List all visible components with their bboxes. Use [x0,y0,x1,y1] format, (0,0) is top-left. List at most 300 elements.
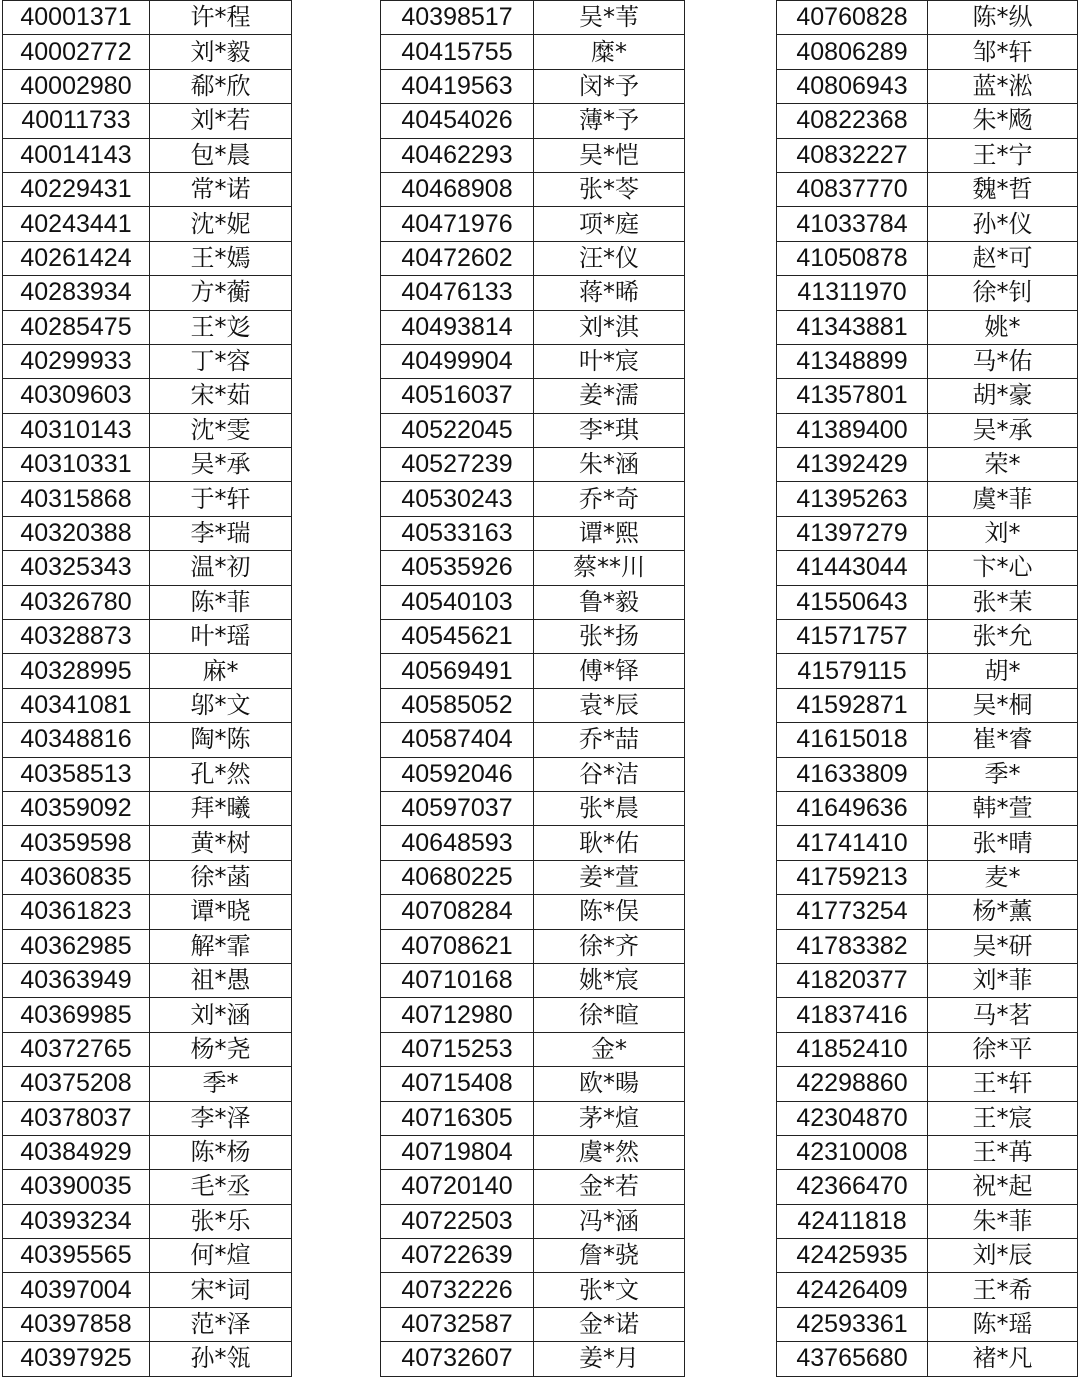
student-id-cell: 40299933 [3,344,150,378]
student-name-cell: 陈*俣 [534,895,685,929]
table-row [381,963,685,997]
table-row [777,1307,1078,1341]
student-id-cell: 40712980 [381,998,534,1032]
student-id-cell: 41592871 [777,688,928,722]
student-id-cell: 42310008 [777,1135,928,1169]
table-row [3,516,292,550]
student-id-cell: 40592046 [381,757,534,791]
roster-table-body [777,1,1078,1377]
table-row [3,1239,292,1273]
student-name-cell: 金*诺 [534,1307,685,1341]
student-id-cell: 40722503 [381,1204,534,1238]
student-id-cell: 40361823 [3,895,150,929]
student-name-cell: 拜*曦 [150,791,292,825]
student-name-cell: 金*若 [534,1170,685,1204]
student-name-cell: 姚*宸 [534,963,685,997]
table-row [777,860,1078,894]
table-row [381,585,685,619]
student-id-cell: 41615018 [777,723,928,757]
student-name-cell: 胡*豪 [928,379,1078,413]
student-id-cell: 40499904 [381,344,534,378]
student-id-cell: 40419563 [381,69,534,103]
table-row [777,104,1078,138]
student-name-cell: 张*允 [928,620,1078,654]
table-row [3,1,292,35]
student-id-cell: 40328873 [3,620,150,654]
table-row [777,344,1078,378]
table-row [3,1204,292,1238]
student-id-cell: 41343881 [777,310,928,344]
table-row [3,69,292,103]
table-row [381,1135,685,1169]
table-row [381,620,685,654]
student-id-cell: 40002772 [3,35,150,69]
student-id-cell: 40014143 [3,138,150,172]
student-name-cell: 季* [928,757,1078,791]
student-id-cell: 40527239 [381,448,534,482]
student-name-cell: 张*晴 [928,826,1078,860]
table-row [3,276,292,310]
table-row [381,860,685,894]
student-name-cell: 张*茉 [928,585,1078,619]
table-row [3,654,292,688]
student-id-cell: 40732587 [381,1307,534,1341]
table-row [3,826,292,860]
table-row [3,791,292,825]
table-row [777,448,1078,482]
table-row [777,1342,1078,1376]
student-name-cell: 马*佑 [928,344,1078,378]
student-id-cell: 41649636 [777,791,928,825]
student-name-cell: 邬*文 [150,688,292,722]
student-id-cell: 40493814 [381,310,534,344]
student-id-cell: 40708621 [381,929,534,963]
student-id-cell: 40309603 [3,379,150,413]
table-row [777,620,1078,654]
table-row [3,757,292,791]
student-name-cell: 孙*瓴 [150,1342,292,1376]
student-id-cell: 40326780 [3,585,150,619]
student-name-cell: 谷*洁 [534,757,685,791]
table-row [777,998,1078,1032]
student-id-cell: 40533163 [381,516,534,550]
table-row [777,1101,1078,1135]
table-row [381,482,685,516]
student-id-cell: 40472602 [381,241,534,275]
table-row [777,1239,1078,1273]
table-row [381,1032,685,1066]
table-row [381,1239,685,1273]
table-row [381,929,685,963]
table-row [777,172,1078,206]
table-row [3,1342,292,1376]
student-id-cell: 40229431 [3,172,150,206]
table-row [3,1032,292,1066]
student-id-cell: 40328995 [3,654,150,688]
student-id-cell: 40348816 [3,723,150,757]
student-name-cell: 赵*可 [928,241,1078,275]
roster-table-body [381,1,685,1377]
student-name-cell: 虞*菲 [928,482,1078,516]
student-name-cell: 包*晨 [150,138,292,172]
table-row [3,482,292,516]
student-id-cell: 40732607 [381,1342,534,1376]
student-id-cell: 40283934 [3,276,150,310]
table-row [3,207,292,241]
table-row [381,791,685,825]
table-row [381,104,685,138]
student-id-cell: 40310143 [3,413,150,447]
table-row [381,654,685,688]
table-row [777,1067,1078,1101]
student-name-cell: 薄*予 [534,104,685,138]
student-name-cell: 陈*菲 [150,585,292,619]
student-name-cell: 蓝*淞 [928,69,1078,103]
student-id-cell: 40806943 [777,69,928,103]
student-name-cell: 王*宁 [928,138,1078,172]
student-name-cell: 姜*萱 [534,860,685,894]
table-row [381,310,685,344]
student-name-cell: 张*扬 [534,620,685,654]
table-row [381,1307,685,1341]
student-name-cell: 蔡**川 [534,551,685,585]
student-name-cell: 吴*桐 [928,688,1078,722]
table-row [777,35,1078,69]
student-id-cell: 40315868 [3,482,150,516]
student-id-cell: 40393234 [3,1204,150,1238]
student-name-cell: 邹*轩 [928,35,1078,69]
student-id-cell: 40398517 [381,1,534,35]
student-name-cell: 刘*菲 [928,963,1078,997]
student-name-cell: 李*瑞 [150,516,292,550]
student-name-cell: 于*轩 [150,482,292,516]
student-id-cell: 41395263 [777,482,928,516]
student-id-cell: 40719804 [381,1135,534,1169]
student-id-cell: 40359092 [3,791,150,825]
student-name-cell: 麦* [928,860,1078,894]
student-id-cell: 40710168 [381,963,534,997]
table-row [381,1067,685,1101]
student-id-cell: 40648593 [381,826,534,860]
student-name-cell: 吴*承 [150,448,292,482]
table-row [777,482,1078,516]
table-row [3,860,292,894]
student-id-cell: 41389400 [777,413,928,447]
student-id-cell: 41033784 [777,207,928,241]
student-id-cell: 41348899 [777,344,928,378]
student-id-cell: 40359598 [3,826,150,860]
student-name-cell: 吴*研 [928,929,1078,963]
roster-table-1 [2,0,292,1377]
table-row [3,310,292,344]
student-name-cell: 祝*起 [928,1170,1078,1204]
student-name-cell: 孔*然 [150,757,292,791]
student-id-cell: 40476133 [381,276,534,310]
student-name-cell: 常*诺 [150,172,292,206]
table-row [3,344,292,378]
student-name-cell: 方*蘅 [150,276,292,310]
student-id-cell: 41357801 [777,379,928,413]
student-name-cell: 欧*暘 [534,1067,685,1101]
student-name-cell: 魏*哲 [928,172,1078,206]
table-row [3,104,292,138]
student-name-cell: 张*晨 [534,791,685,825]
student-name-cell: 刘*若 [150,104,292,138]
table-row [3,963,292,997]
student-id-cell: 42411818 [777,1204,928,1238]
student-id-cell: 41741410 [777,826,928,860]
student-id-cell: 41550643 [777,585,928,619]
student-name-cell: 金* [534,1032,685,1066]
student-id-cell: 40597037 [381,791,534,825]
table-row [381,723,685,757]
student-id-cell: 42426409 [777,1273,928,1307]
student-name-cell: 范*泽 [150,1307,292,1341]
student-name-cell: 毛*丞 [150,1170,292,1204]
student-name-cell: 乔*奇 [534,482,685,516]
student-name-cell: 褚*凡 [928,1342,1078,1376]
table-row [3,998,292,1032]
student-name-cell: 糜* [534,35,685,69]
table-row [777,1273,1078,1307]
table-row [777,207,1078,241]
table-row [381,172,685,206]
student-id-cell: 42366470 [777,1170,928,1204]
table-row [777,929,1078,963]
student-name-cell: 谭*晓 [150,895,292,929]
student-name-cell: 孙*仪 [928,207,1078,241]
student-name-cell: 沈*妮 [150,207,292,241]
student-id-cell: 41773254 [777,895,928,929]
table-row [381,138,685,172]
student-id-cell: 40680225 [381,860,534,894]
student-id-cell: 40285475 [3,310,150,344]
student-name-cell: 黄*树 [150,826,292,860]
student-name-cell: 韩*萱 [928,791,1078,825]
student-id-cell: 40397004 [3,1273,150,1307]
student-id-cell: 40806289 [777,35,928,69]
table-row [381,1170,685,1204]
student-name-cell: 王*彣 [150,310,292,344]
student-name-cell: 卞*心 [928,551,1078,585]
student-name-cell: 宋*茹 [150,379,292,413]
student-name-cell: 姜*月 [534,1342,685,1376]
table-row [777,1204,1078,1238]
table-row [3,895,292,929]
student-id-cell: 40360835 [3,860,150,894]
student-id-cell: 40716305 [381,1101,534,1135]
table-row [3,241,292,275]
student-name-cell: 朱*菲 [928,1204,1078,1238]
student-id-cell: 40375208 [3,1067,150,1101]
student-name-cell: 姚* [928,310,1078,344]
table-row [777,826,1078,860]
table-row [381,35,685,69]
table-row [777,1135,1078,1169]
student-name-cell: 徐*钊 [928,276,1078,310]
student-name-cell: 吴*承 [928,413,1078,447]
table-row [777,310,1078,344]
student-name-cell: 崔*睿 [928,723,1078,757]
student-name-cell: 张*乐 [150,1204,292,1238]
student-id-cell: 40243441 [3,207,150,241]
table-row [3,1170,292,1204]
table-row [777,1032,1078,1066]
student-name-cell: 刘*毅 [150,35,292,69]
student-name-cell: 何*煊 [150,1239,292,1273]
student-name-cell: 张*苓 [534,172,685,206]
table-row [381,69,685,103]
student-id-cell: 40395565 [3,1239,150,1273]
table-row [777,688,1078,722]
table-row [381,826,685,860]
table-row [381,241,685,275]
student-id-cell: 41633809 [777,757,928,791]
table-row [381,344,685,378]
student-name-cell: 刘* [928,516,1078,550]
table-row [3,1307,292,1341]
student-id-cell: 40390035 [3,1170,150,1204]
student-id-cell: 40468908 [381,172,534,206]
student-id-cell: 40722639 [381,1239,534,1273]
roster-table-body [3,1,292,1377]
student-name-cell: 荣* [928,448,1078,482]
table-row [3,35,292,69]
student-name-cell: 张*文 [534,1273,685,1307]
table-row [777,895,1078,929]
student-name-cell: 胡* [928,654,1078,688]
student-id-cell: 40011733 [3,104,150,138]
student-id-cell: 40378037 [3,1101,150,1135]
student-id-cell: 40715253 [381,1032,534,1066]
student-name-cell: 徐*暄 [534,998,685,1032]
student-name-cell: 刘*淇 [534,310,685,344]
student-name-cell: 鲁*毅 [534,585,685,619]
student-id-cell: 41050878 [777,241,928,275]
student-id-cell: 40540103 [381,585,534,619]
roster-table-3 [776,0,1078,1377]
student-name-cell: 徐*平 [928,1032,1078,1066]
student-id-cell: 41759213 [777,860,928,894]
table-row [3,1067,292,1101]
student-name-cell: 傅*铎 [534,654,685,688]
student-name-cell: 袁*辰 [534,688,685,722]
student-name-cell: 李*泽 [150,1101,292,1135]
student-name-cell: 丁*容 [150,344,292,378]
student-id-cell: 42304870 [777,1101,928,1135]
student-id-cell: 40732226 [381,1273,534,1307]
student-name-cell: 吴*苇 [534,1,685,35]
table-row [3,620,292,654]
table-row [3,551,292,585]
student-id-cell: 41443044 [777,551,928,585]
table-row [3,172,292,206]
student-name-cell: 乔*喆 [534,723,685,757]
student-id-cell: 40585052 [381,688,534,722]
table-row [777,379,1078,413]
table-row [3,1135,292,1169]
student-id-cell: 40587404 [381,723,534,757]
student-name-cell: 叶*宸 [534,344,685,378]
student-id-cell: 40462293 [381,138,534,172]
student-id-cell: 41397279 [777,516,928,550]
student-name-cell: 朱*飏 [928,104,1078,138]
student-id-cell: 40325343 [3,551,150,585]
student-name-cell: 徐*菡 [150,860,292,894]
table-row [381,207,685,241]
student-name-cell: 耿*佑 [534,826,685,860]
student-id-cell: 40362985 [3,929,150,963]
table-row [381,1204,685,1238]
table-row [381,413,685,447]
student-id-cell: 40397925 [3,1342,150,1376]
student-name-cell: 温*初 [150,551,292,585]
table-row [381,1342,685,1376]
student-id-cell: 40384929 [3,1135,150,1169]
student-name-cell: 蒋*晞 [534,276,685,310]
student-id-cell: 40522045 [381,413,534,447]
table-row [777,276,1078,310]
student-id-cell: 40545621 [381,620,534,654]
table-row [381,1,685,35]
student-id-cell: 40516037 [381,379,534,413]
table-row [3,138,292,172]
student-name-cell: 马*茗 [928,998,1078,1032]
student-id-cell: 40261424 [3,241,150,275]
student-id-cell: 40002980 [3,69,150,103]
table-row [777,516,1078,550]
table-row [3,585,292,619]
table-row [381,757,685,791]
student-name-cell: 冯*涵 [534,1204,685,1238]
student-name-cell: 沈*雯 [150,413,292,447]
student-id-cell: 41820377 [777,963,928,997]
student-id-cell: 40363949 [3,963,150,997]
student-name-cell: 李*琪 [534,413,685,447]
student-id-cell: 40341081 [3,688,150,722]
student-id-cell: 41837416 [777,998,928,1032]
student-id-cell: 40569491 [381,654,534,688]
student-name-cell: 解*霏 [150,929,292,963]
student-name-cell: 叶*瑶 [150,620,292,654]
student-id-cell: 41783382 [777,929,928,963]
student-name-cell: 陈*瑶 [928,1307,1078,1341]
student-id-cell: 42425935 [777,1239,928,1273]
table-row [777,585,1078,619]
student-id-cell: 40822368 [777,104,928,138]
roster-table-2 [380,0,685,1377]
student-name-cell: 王*苒 [928,1135,1078,1169]
student-name-cell: 陈*杨 [150,1135,292,1169]
table-row [381,688,685,722]
table-row [777,69,1078,103]
student-name-cell: 闵*予 [534,69,685,103]
student-id-cell: 40832227 [777,138,928,172]
table-row [777,723,1078,757]
student-name-cell: 汪*仪 [534,241,685,275]
table-row [777,654,1078,688]
student-name-cell: 茅*煊 [534,1101,685,1135]
student-id-cell: 40530243 [381,482,534,516]
table-row [381,1101,685,1135]
table-row [777,1170,1078,1204]
table-row [3,929,292,963]
student-id-cell: 40535926 [381,551,534,585]
table-row [381,516,685,550]
table-row [3,413,292,447]
table-row [381,998,685,1032]
table-row [777,241,1078,275]
